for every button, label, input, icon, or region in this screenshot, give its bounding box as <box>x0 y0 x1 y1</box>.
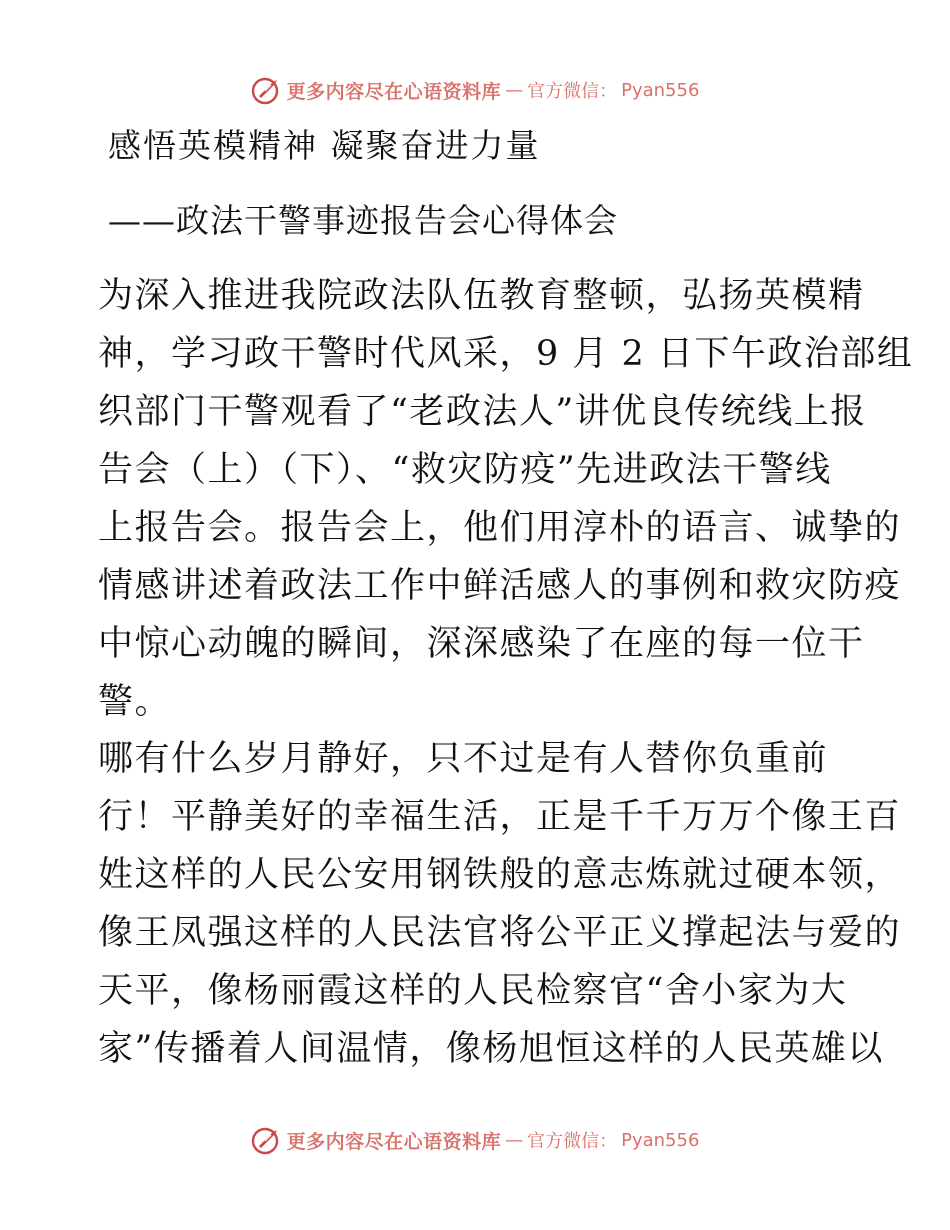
watermark-wechat-label: 官方微信： <box>527 1131 618 1152</box>
quill-logo-icon <box>251 74 283 106</box>
header-watermark <box>0 70 950 110</box>
document-subtitle: ——政法干警事迹报告会心得体会 <box>108 201 618 240</box>
paragraph-line: 哪有什么岁月静好，只不过是有人替你负重前 <box>98 739 829 779</box>
footer-watermark <box>0 1120 950 1160</box>
paragraph-line: 神，学习政干警时代风采，9 月 2 日下午政治部组 <box>98 334 914 374</box>
watermark-wechat-id: Pyan556 <box>621 79 700 101</box>
paragraph-line: 天平，像杨丽霞这样的人民检察官“舍小家为大 <box>98 971 848 1011</box>
paragraph-line: 姓这样的人民公安用钢铁般的意志炼就过硬本领， <box>98 855 902 895</box>
paragraph-line: 中惊心动魄的瞬间，深深感染了在座的每一位干 <box>98 624 865 664</box>
paragraph-line: 像王凤强这样的人民法官将公平正义撑起法与爱的 <box>98 913 902 953</box>
document-title: 感悟英模精神 凝聚奋进力量 <box>108 126 541 165</box>
paragraph-line: 上报告会。报告会上，他们用淳朴的语言、诚挚的 <box>98 508 902 548</box>
watermark-dash: — <box>505 1129 524 1151</box>
watermark-main-text: 更多内容尽在心语资料库 <box>286 1130 502 1153</box>
paragraph-line: 警。 <box>98 682 172 722</box>
watermark-wechat-id: Pyan556 <box>621 1129 700 1151</box>
watermark-main-text: 更多内容尽在心语资料库 <box>286 80 502 103</box>
paragraph-line: 织部门干警观看了“老政法人”讲优良传统线上报 <box>98 392 867 432</box>
paragraph-line: 情感讲述着政法工作中鲜活感人的事例和救灾防疫 <box>98 566 902 606</box>
paragraph-2 <box>98 730 902 1078</box>
paragraph-line: 告会（上）（下）、“救灾防疫”先进政法干警线 <box>98 450 832 490</box>
watermark-wechat-label: 官方微信： <box>527 81 618 102</box>
quill-logo-icon <box>251 1124 283 1156</box>
paragraph-1 <box>98 267 914 731</box>
paragraph-line: 为深入推进我院政法队伍教育整顿，弘扬英模精 <box>98 276 865 316</box>
watermark-dash: — <box>505 79 524 101</box>
paragraph-line: 行！平静美好的幸福生活，正是千千万万个像王百 <box>98 797 902 837</box>
paragraph-line: 家”传播着人间温情，像杨旭恒这样的人民英雄以 <box>98 1029 884 1069</box>
